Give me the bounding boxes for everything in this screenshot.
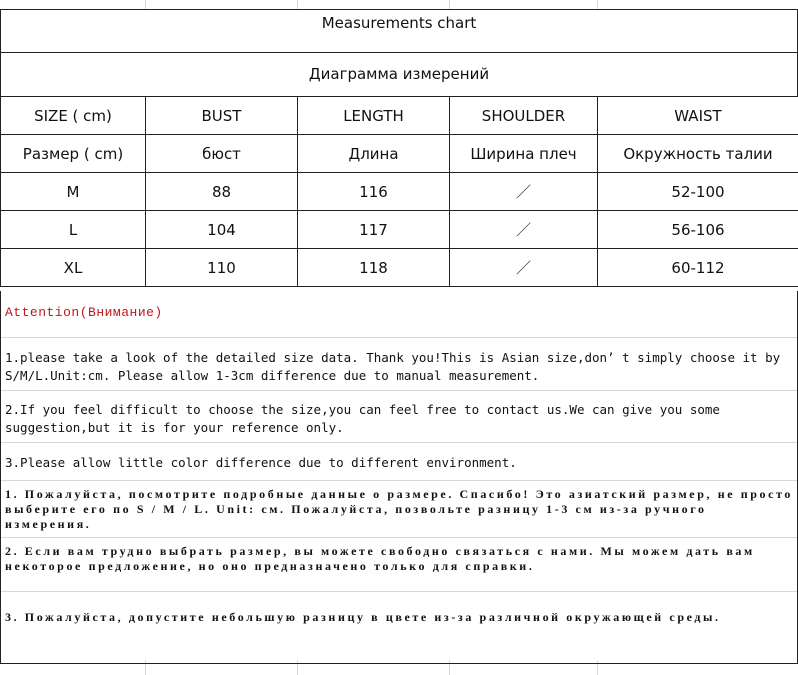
length-cell: 116: [298, 173, 450, 211]
waist-cell: 52-100: [598, 173, 798, 211]
note-en-3: 3.Please allow little color difference due to different environment.: [1, 443, 797, 481]
size-table: [0, 96, 798, 287]
header-row-ru: [1, 135, 798, 173]
col-header-waist-ru: Окружность талии: [598, 135, 798, 173]
chart-title-ru: [0, 52, 798, 96]
col-header-bust: BUST: [146, 97, 298, 135]
size-cell: M: [1, 173, 146, 211]
length-cell: 117: [298, 211, 450, 249]
note-en-1: 1.please take a look of the detailed size data. Thank you!This is Asian size,don’ t simply choose it by S/M/L.Unit:cm. Please allow 1-3cm difference due to manual measurement.: [1, 338, 797, 391]
shoulder-cell: ／: [450, 249, 598, 287]
note-ru-2: 2. Если вам трудно выбрать размер, вы можете свободно связаться с нами. Мы можем дать вам некоторое предложение, но оно предназначено только для справки.: [1, 538, 797, 592]
chart-title-en-text: Measurements chart: [321, 14, 477, 32]
col-header-shoulder-ru: Ширина плеч: [450, 135, 598, 173]
bust-cell: 104: [146, 211, 298, 249]
note-en-2: 2.If you feel difficult to choose the size,you can feel free to contact us.We can give you some suggestion,but it is for your reference only.: [1, 391, 797, 443]
col-header-bust-ru: бюст: [146, 135, 298, 173]
col-header-size-ru: Размер ( cm): [1, 135, 146, 173]
col-header-length: LENGTH: [298, 97, 450, 135]
chart-title-ru-text: Диаграмма измерений: [308, 65, 490, 83]
waist-cell: 56-106: [598, 211, 798, 249]
col-header-length-ru: Длина: [298, 135, 450, 173]
table-row: [1, 211, 798, 249]
table-row: [1, 249, 798, 287]
col-header-shoulder: SHOULDER: [450, 97, 598, 135]
note-ru-3: 3. Пожалуйста, допустите небольшую разницу в цвете из-за различной окружающей среды.: [1, 592, 797, 664]
note-ru-1: 1. Пожалуйста, посмотрите подробные данные о размере. Спасибо! Это азиатский размер, не просто выберите его по S / M / L. Unit: см. Пожалуйста, позвольте разницу 1-3 см из-за ручного измерения.: [1, 481, 797, 538]
table-row: [1, 173, 798, 211]
bust-cell: 88: [146, 173, 298, 211]
col-header-size: SIZE ( cm): [1, 97, 146, 135]
length-cell: 118: [298, 249, 450, 287]
header-row-en: [1, 97, 798, 135]
size-cell: L: [1, 211, 146, 249]
shoulder-cell: ／: [450, 211, 598, 249]
col-header-waist: WAIST: [598, 97, 798, 135]
waist-cell: 60-112: [598, 249, 798, 287]
chart-title-en: [0, 9, 798, 52]
notes-section: [0, 291, 798, 664]
shoulder-cell: ／: [450, 173, 598, 211]
bust-cell: 110: [146, 249, 298, 287]
size-cell: XL: [1, 249, 146, 287]
attention-heading: Attention(Внимание): [1, 291, 797, 338]
